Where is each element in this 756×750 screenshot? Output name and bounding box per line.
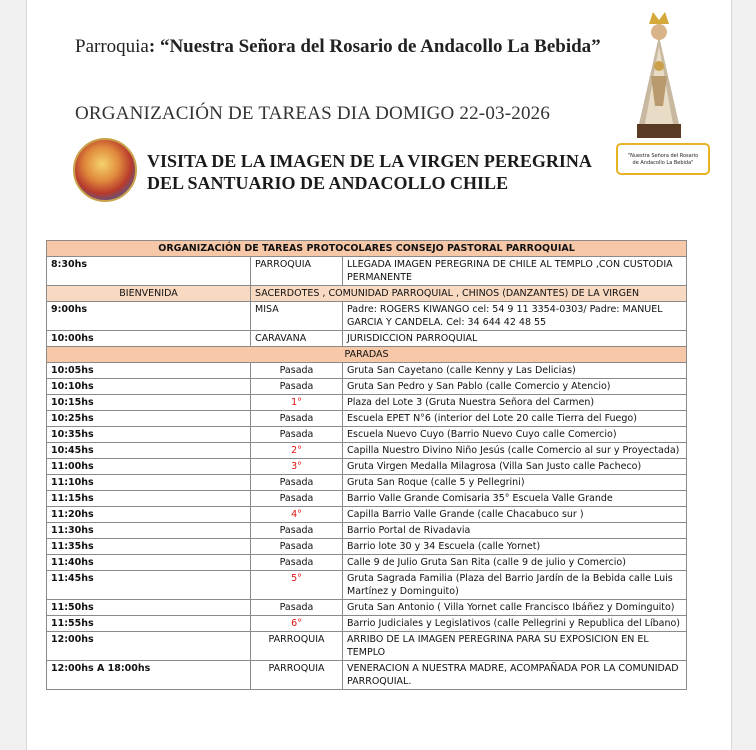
- place-cell: Pasada: [251, 523, 343, 539]
- time-cell: 10:45hs: [47, 443, 251, 459]
- table-row: [47, 331, 687, 347]
- table-row: [47, 363, 687, 379]
- place-cell: 5°: [251, 571, 343, 600]
- visit-title: [147, 150, 592, 194]
- welcome-label: BIENVENIDA: [47, 286, 251, 302]
- time-cell: 11:10hs: [47, 475, 251, 491]
- time-cell: 11:15hs: [47, 491, 251, 507]
- time-cell: 8:30hs: [47, 257, 251, 286]
- place-cell: 3°: [251, 459, 343, 475]
- description-cell: VENERACION A NUESTRA MADRE, ACOMPAÑADA POR LA COMUNIDAD PARROQUIAL.: [343, 661, 687, 690]
- place-cell: 1°: [251, 395, 343, 411]
- description-cell: Capilla Barrio Valle Grande (calle Chacabuco sur ): [343, 507, 687, 523]
- place-cell: PARROQUIA: [251, 661, 343, 690]
- table-row: [47, 443, 687, 459]
- parish-label-box: [616, 143, 710, 175]
- time-cell: 11:55hs: [47, 616, 251, 632]
- description-cell: Barrio Valle Grande Comisaria 35° Escuela Valle Grande: [343, 491, 687, 507]
- description-cell: Capilla Nuestro Divino Niño Jesús (calle Comercio al sur y Proyectada): [343, 443, 687, 459]
- stops-title: PARADAS: [47, 347, 687, 363]
- description-cell: Escuela Nuevo Cuyo (Barrio Nuevo Cuyo calle Comercio): [343, 427, 687, 443]
- time-cell: 11:20hs: [47, 507, 251, 523]
- description-cell: Gruta San Roque (calle 5 y Pellegrini): [343, 475, 687, 491]
- description-cell: Gruta Virgen Medalla Milagrosa (Villa San Justo calle Pacheco): [343, 459, 687, 475]
- time-cell: 11:30hs: [47, 523, 251, 539]
- virgin-medallion-image: [73, 138, 137, 202]
- place-cell: Pasada: [251, 555, 343, 571]
- virgin-statue-image: [627, 6, 691, 140]
- table-row: [47, 379, 687, 395]
- place-cell: CARAVANA: [251, 331, 343, 347]
- time-cell: 11:00hs: [47, 459, 251, 475]
- time-cell: 12:00hs: [47, 632, 251, 661]
- time-cell: 11:50hs: [47, 600, 251, 616]
- table-row: [47, 395, 687, 411]
- time-cell: 12:00hs A 18:00hs: [47, 661, 251, 690]
- time-cell: 11:40hs: [47, 555, 251, 571]
- description-cell: Calle 9 de Julio Gruta San Rita (calle 9 de julio y Comercio): [343, 555, 687, 571]
- time-cell: 10:15hs: [47, 395, 251, 411]
- description-cell: Padre: ROGERS KIWANGO cel: 54 9 11 3354-0303/ Padre: MANUEL GARCIA Y CANDELA. Cel: 34 644 42 48 55: [343, 302, 687, 331]
- place-cell: 6°: [251, 616, 343, 632]
- description-cell: Gruta San Antonio ( Villa Yornet calle Francisco Ibáñez y Dominguito): [343, 600, 687, 616]
- place-cell: Pasada: [251, 411, 343, 427]
- schedule-table: [46, 240, 687, 690]
- table-row: [47, 600, 687, 616]
- place-cell: Pasada: [251, 491, 343, 507]
- description-cell: Escuela EPET N°6 (interior del Lote 20 calle Tierra del Fuego): [343, 411, 687, 427]
- table-row: [47, 571, 687, 600]
- table-row: [47, 475, 687, 491]
- table-title-row: [47, 241, 687, 257]
- place-cell: Pasada: [251, 600, 343, 616]
- time-cell: 10:05hs: [47, 363, 251, 379]
- parish-heading: [75, 36, 601, 58]
- time-cell: 9:00hs: [47, 302, 251, 331]
- description-cell: Barrio Portal de Rivadavia: [343, 523, 687, 539]
- parish-label-line1: "Nuestra Señora del Rosario: [627, 153, 699, 159]
- time-cell: 10:35hs: [47, 427, 251, 443]
- description-cell: Barrio Judiciales y Legislativos (calle Pellegrini y Republica del Líbano): [343, 616, 687, 632]
- visit-title-line1: VISITA DE LA IMAGEN DE LA VIRGEN PEREGRINA: [147, 151, 592, 171]
- table-row: [47, 459, 687, 475]
- time-cell: 10:25hs: [47, 411, 251, 427]
- time-cell: 10:10hs: [47, 379, 251, 395]
- table-row: [47, 616, 687, 632]
- table-row: [47, 661, 687, 690]
- parish-label-line2: de Andacollo La Bebida": [632, 160, 694, 166]
- visit-title-line2: DEL SANTUARIO DE ANDACOLLO CHILE: [147, 173, 509, 193]
- place-cell: Pasada: [251, 475, 343, 491]
- table-row: [47, 427, 687, 443]
- description-cell: LLEGADA IMAGEN PEREGRINA DE CHILE AL TEMPLO ,CON CUSTODIA PERMANENTE: [343, 257, 687, 286]
- stops-header-row: [47, 347, 687, 363]
- organization-title: ORGANIZACIÓN DE TAREAS DIA DOMIGO 22-03-2026: [75, 103, 551, 124]
- description-cell: Gruta San Pedro y San Pablo (calle Comercio y Atencio): [343, 379, 687, 395]
- place-cell: MISA: [251, 302, 343, 331]
- place-cell: Pasada: [251, 363, 343, 379]
- time-cell: 11:45hs: [47, 571, 251, 600]
- table-row: [47, 523, 687, 539]
- parish-prefix: Parroquia: [75, 36, 149, 57]
- place-cell: PARROQUIA: [251, 257, 343, 286]
- table-row: [47, 632, 687, 661]
- table-row: [47, 539, 687, 555]
- time-cell: 10:00hs: [47, 331, 251, 347]
- welcome-description: SACERDOTES , COMUNIDAD PARROQUIAL , CHINOS (DANZANTES) DE LA VIRGEN: [251, 286, 687, 302]
- place-cell: 2°: [251, 443, 343, 459]
- place-cell: Pasada: [251, 379, 343, 395]
- place-cell: 4°: [251, 507, 343, 523]
- place-cell: Pasada: [251, 427, 343, 443]
- description-cell: Gruta San Cayetano (calle Kenny y Las Delicias): [343, 363, 687, 379]
- place-cell: PARROQUIA: [251, 632, 343, 661]
- parish-name: : “Nuestra Señora del Rosario de Andacollo La Bebida”: [148, 36, 601, 57]
- table-row: [47, 411, 687, 427]
- table-title: ORGANIZACIÓN DE TAREAS PROTOCOLARES CONSEJO PASTORAL PARROQUIAL: [47, 241, 687, 257]
- description-cell: Plaza del Lote 3 (Gruta Nuestra Señora del Carmen): [343, 395, 687, 411]
- table-row: [47, 507, 687, 523]
- place-cell: Pasada: [251, 539, 343, 555]
- table-row: [47, 491, 687, 507]
- description-cell: Barrio lote 30 y 34 Escuela (calle Yornet): [343, 539, 687, 555]
- table-row: [47, 257, 687, 286]
- description-cell: Gruta Sagrada Familia (Plaza del Barrio Jardín de la Bebida calle Luis Martínez y Dominguito): [343, 571, 687, 600]
- table-row: [47, 555, 687, 571]
- welcome-row: [47, 286, 687, 302]
- description-cell: ARRIBO DE LA IMAGEN PEREGRINA PARA SU EXPOSICION EN EL TEMPLO: [343, 632, 687, 661]
- table-row: [47, 302, 687, 331]
- time-cell: 11:35hs: [47, 539, 251, 555]
- description-cell: JURISDICCION PARROQUIAL: [343, 331, 687, 347]
